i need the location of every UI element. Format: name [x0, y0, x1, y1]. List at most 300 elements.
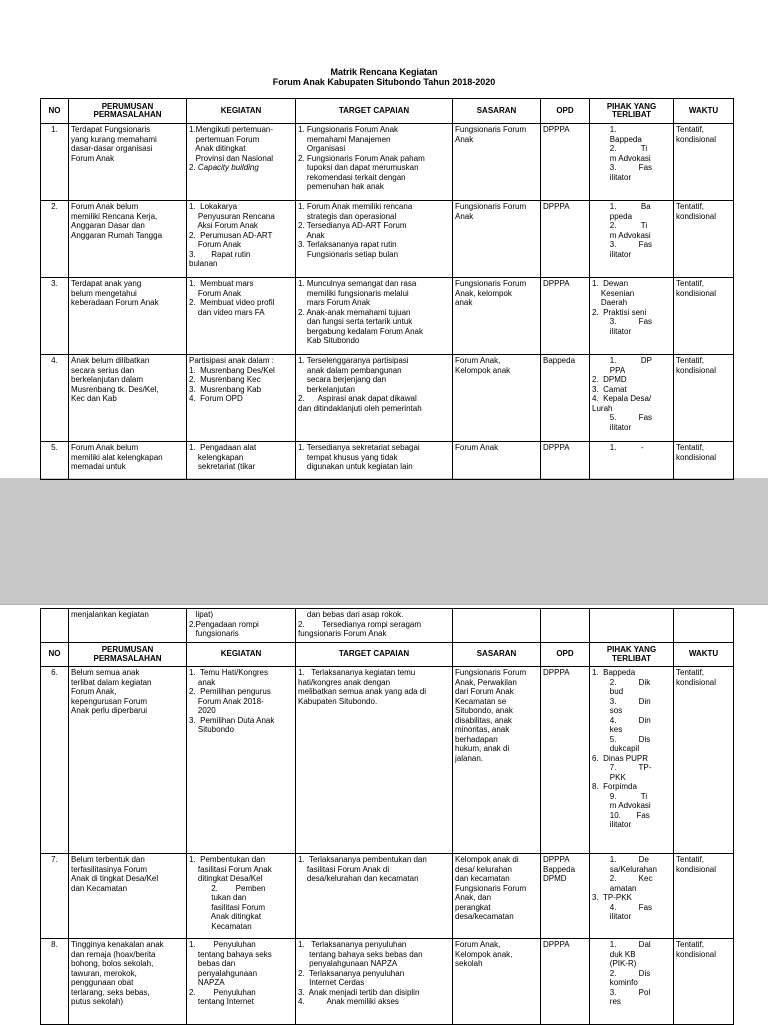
perumusan-line: bohong, bolos sekolah,	[71, 959, 154, 968]
target-line: 2. Fungsionaris Forum Anak paham	[298, 153, 425, 163]
kegiatan-line: fasilitasi Forum Anak	[189, 864, 272, 874]
cell-pihak	[590, 355, 674, 442]
sasaran-line: Kecamatan se	[455, 696, 507, 706]
target-line: 1. Terlaksananya penyuluhan	[298, 940, 407, 949]
opd-line: DPPPA	[543, 202, 570, 211]
pihak-line: 2. DPMD	[592, 375, 627, 384]
perumusan-line: Anak di tingkat Desa/Kel	[71, 874, 159, 883]
sasaran-line: perangkat	[455, 902, 491, 912]
sasaran-line: minoritas, anak	[455, 725, 510, 734]
kegiatan-line: 3. Pemilihan Duta Anak	[189, 715, 275, 725]
pihak-line: kes	[592, 725, 623, 734]
kegiatan-line: 2. Pemben	[189, 883, 266, 893]
cont-kegiatan-line: lipat)	[189, 610, 214, 619]
perumusan-line: dasar-dasar organisasi	[71, 144, 153, 153]
pihak-line: Daerah	[592, 298, 628, 307]
pihak-line: PPA	[592, 365, 626, 375]
cell-pihak	[590, 201, 674, 278]
target-line: fasilitasi Forum Anak di	[298, 864, 390, 874]
target-line: 1. Munculnya semangat dan rasa	[298, 279, 417, 288]
cont-opd	[541, 609, 590, 643]
sasaran-line: Anak, dan	[455, 893, 492, 902]
waktu-line: Tentatif,	[676, 202, 705, 211]
perumusan-line: kepengurusan Forum	[71, 696, 148, 706]
cell-sasaran	[453, 124, 541, 201]
waktu-line: Tentatif,	[676, 125, 705, 134]
cell-perumusan	[69, 278, 187, 355]
opd-line: DPPPA	[543, 279, 570, 288]
sasaran-line: Anak, Perwakilan	[455, 677, 517, 687]
kegiatan-line: 1. Membuat mars	[189, 279, 254, 288]
target-line: penyalahgunaan NAPZA	[298, 959, 398, 968]
pihak-line: 3. Fas	[592, 163, 653, 172]
kegiatan-line: 2. Capacity building	[189, 163, 259, 172]
target-line: 3. Anak menjadi tertib dan disiplin	[298, 987, 420, 997]
cell-opd	[541, 854, 590, 939]
page-1	[0, 0, 768, 478]
header-waktu: WAKTU	[674, 99, 734, 124]
perumusan-line: secara serius dan	[71, 365, 135, 375]
perumusan-line: memiliki alat kelengkapan	[71, 452, 163, 462]
cell-kegiatan	[187, 355, 296, 442]
waktu-line: kondisional	[676, 452, 717, 462]
opd-line: DPPPA	[543, 940, 570, 949]
sasaran-line: disabilitas, anak	[455, 715, 512, 725]
opd-line: DPPPA	[543, 443, 570, 452]
target-line: 1. Fungsionaris Forum Anak	[298, 125, 399, 134]
pihak-line: 3. Pol	[592, 987, 651, 997]
pihak-line: 2. Praktisi seni	[592, 307, 647, 317]
target-line: Kabupaten Situbondo.	[298, 696, 378, 706]
target-line: Organisasi	[298, 144, 346, 153]
table-row	[41, 124, 734, 201]
target-line: 1. Terselenggaranya partisipasi	[298, 356, 409, 365]
kegiatan-line: 2. Pemilihan pengurus	[189, 687, 271, 696]
kegiatan-line: Situbondo	[189, 725, 234, 734]
table-row	[41, 442, 734, 480]
sasaran-line: Forum Anak,	[455, 356, 501, 365]
target-line: 1. Forum Anak memiliki rencana	[298, 202, 413, 211]
header-opd: OPD	[541, 99, 590, 124]
pihak-line: m Advokasi	[592, 801, 651, 810]
cell-opd	[541, 278, 590, 355]
opd-line: DPPPA	[543, 855, 570, 864]
pihak-line: 1. DP	[592, 356, 653, 365]
sasaran-line: berhadapan	[455, 734, 498, 744]
cell-opd	[541, 201, 590, 278]
kegiatan-line: 1. Pembentukan dan	[189, 855, 266, 864]
perumusan-line: Forum Anak belum	[71, 202, 139, 211]
pihak-line: 1.	[592, 125, 617, 134]
cell-perumusan	[69, 201, 187, 278]
sasaran-line: dari Forum Anak	[455, 687, 514, 696]
header-target: TARGET CAPAIAN	[296, 643, 453, 667]
pihak-line: 1. Dewan	[592, 279, 629, 288]
cell-pihak	[590, 854, 674, 939]
target-line: 4. Anak memiliki akses	[298, 997, 399, 1006]
pihak-line: 2. Dis	[592, 968, 651, 978]
table-header-row-repeat	[41, 643, 734, 667]
sasaran-line: Forum Anak	[455, 443, 499, 452]
pihak-line: 9. Ti	[592, 791, 648, 801]
cell-perumusan	[69, 442, 187, 480]
target-line: dan fungsi serta tertarik untuk	[298, 317, 413, 326]
target-line: 1. Terlaksananya pembentukan dan	[298, 855, 427, 864]
perumusan-line: Forum Anak	[71, 153, 115, 163]
target-line: tempat khusus yang tidak	[298, 452, 398, 462]
pihak-line: 3. Din	[592, 696, 651, 706]
capacity-building-italic: Capacity building	[197, 163, 259, 172]
kegiatan-line: 2020	[189, 706, 216, 715]
cont-perumusan	[69, 609, 187, 643]
target-line: desa/kelurahan dan kecamatan	[298, 874, 419, 883]
target-line: pemenuhan hak anak	[298, 182, 384, 191]
pihak-line: 1. Ba	[592, 202, 651, 211]
cont-kegiatan	[187, 609, 296, 643]
kegiatan-line: 3. Musrenbang Kab	[189, 384, 262, 394]
target-line: tupoksi dan dapat merumuskan	[298, 163, 419, 172]
target-line: mars Forum Anak	[298, 298, 371, 307]
pihak-line: ilitator	[592, 422, 632, 432]
pihak-line: 1. Bappeda	[592, 668, 636, 677]
sasaran-line: Kelompok anak	[455, 365, 511, 375]
pihak-line: ppeda	[592, 211, 633, 221]
cell-sasaran	[453, 442, 541, 480]
perumusan-line: tawuran, merokok,	[71, 968, 137, 978]
perumusan-line: Terdapat anak yang	[71, 279, 142, 288]
row-number: 6.	[41, 667, 69, 854]
pihak-line: 10. Fas	[592, 810, 650, 820]
kegiatan-line: 1. Lokakarya	[189, 202, 238, 211]
pihak-line: ilitator	[592, 172, 632, 182]
cell-waktu	[674, 201, 734, 278]
pihak-line: 4. Din	[592, 715, 651, 725]
waktu-line: kondisional	[676, 288, 717, 298]
cell-waktu	[674, 442, 734, 480]
row-number: 5.	[41, 442, 69, 480]
perumusan-line: Tingginya kenakalan anak	[71, 940, 164, 949]
header-perumusan: PERUMUSAN PERMASALAHAN	[69, 99, 187, 124]
pihak-line: ilitator	[592, 249, 632, 259]
header-opd: OPD	[541, 643, 590, 667]
kegiatan-line: 3. Rapat rutin	[189, 249, 251, 259]
cell-sasaran	[453, 278, 541, 355]
kegiatan-line: 2. Membuat video profil	[189, 298, 275, 307]
pihak-line: 6. Dinas PUPR	[592, 753, 649, 763]
perumusan-line: dan Kecamatan	[71, 883, 128, 893]
kegiatan-line: bebas dan	[189, 959, 236, 968]
pihak-line: ilitator	[592, 820, 632, 829]
cell-sasaran	[453, 939, 541, 1025]
pihak-line: res	[592, 997, 621, 1006]
perumusan-line: berkelanjutan dalam	[71, 375, 144, 384]
cell-perumusan	[69, 939, 187, 1025]
cell-opd	[541, 355, 590, 442]
perumusan-line: penggunaan obat	[71, 978, 134, 987]
target-line: 2. Terlaksananya penyuluhan	[298, 968, 405, 978]
kegiatan-line: penyalahgunaan	[189, 968, 258, 978]
target-line: berkelanjutan	[298, 384, 355, 394]
cell-opd	[541, 939, 590, 1025]
waktu-line: kondisional	[676, 211, 717, 221]
target-line: memiliki fungsionaris melalui	[298, 288, 409, 298]
row-number: 2.	[41, 201, 69, 278]
perumusan-line: terlarang, seks bebas,	[71, 987, 150, 997]
perumusan-line: keberadaan Forum Anak	[71, 298, 159, 307]
cell-target	[296, 442, 453, 480]
kegiatan-line: 1. Penyuluhan	[189, 940, 256, 949]
cell-kegiatan	[187, 278, 296, 355]
cont-target-line: 2. Tersedianya rompi seragam	[298, 619, 422, 629]
cont-sasaran	[453, 609, 541, 643]
cell-sasaran	[453, 355, 541, 442]
header-target: TARGET CAPAIAN	[296, 99, 453, 124]
pihak-line: dukcapil	[592, 744, 640, 753]
pihak-line: bud	[592, 687, 624, 696]
perumusan-line: putus sekolah)	[71, 997, 124, 1006]
activity-matrix-table-page-2	[40, 608, 734, 1025]
cont-kegiatan-line: fungsionaris	[189, 629, 239, 638]
pihak-line: ilitator	[592, 326, 632, 336]
target-line: hati/kongres anak dengan	[298, 677, 391, 687]
cont-target-line: dan bebas dari asap rokok.	[298, 610, 404, 619]
cell-kegiatan	[187, 667, 296, 854]
cell-pihak	[590, 667, 674, 854]
waktu-line: kondisional	[676, 864, 717, 874]
continuation-row	[41, 609, 734, 643]
pihak-line: 3. Camat	[592, 384, 627, 394]
cont-target-line: fungsionaris Forum Anak	[298, 629, 387, 638]
row-number: 4.	[41, 355, 69, 442]
activity-matrix-table-page-1	[40, 98, 734, 480]
cell-opd	[541, 667, 590, 854]
cell-perumusan	[69, 124, 187, 201]
pihak-line: 3. TP-PKK	[592, 893, 632, 902]
opd-line: DPPPA	[543, 668, 570, 677]
waktu-line: Tentatif,	[676, 855, 705, 864]
header-no: NO	[41, 99, 69, 124]
kegiatan-line: 4. Forum OPD	[189, 394, 243, 403]
cell-target	[296, 124, 453, 201]
perumusan-line: Forum Anak belum	[71, 443, 139, 452]
row-number: 3.	[41, 278, 69, 355]
kegiatan-line: Anak ditingkat	[189, 912, 262, 921]
pihak-line: Lurah	[592, 403, 613, 413]
sasaran-line: Fungsionaris Forum	[455, 202, 527, 211]
kegiatan-line: 1. Musrenbang Des/Kel	[189, 365, 275, 375]
waktu-line: Tentatif,	[676, 356, 705, 365]
waktu-line: kondisional	[676, 949, 717, 959]
table-row	[41, 278, 734, 355]
kegiatan-line: kelengkapan	[189, 452, 244, 462]
cell-sasaran	[453, 667, 541, 854]
header-pihak: PIHAK YANG TERLIBAT	[590, 643, 674, 667]
sasaran-line: Kelompok anak,	[455, 949, 513, 959]
kegiatan-line: tentang bahaya seks	[189, 949, 272, 959]
cell-pihak	[590, 124, 674, 201]
pihak-line: duk KB	[592, 949, 636, 959]
pihak-line: Bappeda	[592, 134, 642, 144]
kegiatan-line: 1.Mengikuti pertemuan-	[189, 125, 274, 134]
sasaran-line: Fungsionaris Forum	[455, 668, 527, 677]
cell-target	[296, 355, 453, 442]
cell-target	[296, 278, 453, 355]
kegiatan-line: Provinsi dan Nasional	[189, 153, 274, 163]
waktu-line: Tentatif,	[676, 940, 705, 949]
target-line: 2. Aspirasi anak dapat dikawal	[298, 394, 417, 403]
cell-perumusan	[69, 854, 187, 939]
pihak-line: sa/Kelurahan	[592, 864, 657, 874]
sasaran-line: anak	[455, 298, 473, 307]
sasaran-line: Anak, kelompok	[455, 288, 512, 298]
kegiatan-line: Penyusuran Rencana	[189, 211, 275, 221]
kegiatan-line: bulanan	[189, 259, 218, 268]
sasaran-line: Fungsionaris Forum	[455, 883, 527, 893]
pihak-line: ilitator	[592, 912, 632, 921]
perumusan-line: Kec dan Kab	[71, 394, 117, 403]
perumusan-line: memiliki Rencana Kerja,	[71, 211, 158, 221]
cell-waktu	[674, 854, 734, 939]
target-line: secara berjenjang dan	[298, 375, 387, 384]
cell-sasaran	[453, 854, 541, 939]
opd-line: Bappeda	[543, 356, 576, 365]
perumusan-line: Anak belum dilibatkan	[71, 356, 150, 365]
pihak-line: 2. Kec	[592, 874, 653, 883]
cell-kegiatan	[187, 442, 296, 480]
target-line: 1. Terlaksananya kegiatan temu	[298, 668, 416, 677]
document-subtitle: Forum Anak Kabupaten Situbondo Tahun 2018-2020	[272, 77, 496, 87]
target-line: bergabung kedalam Forum Anak	[298, 326, 423, 336]
target-line: melibatkan semua anak yang ada di	[298, 687, 427, 696]
sasaran-line: Anak	[455, 211, 474, 221]
kegiatan-line: Forum Anak 2018-	[189, 696, 264, 706]
cell-target	[296, 854, 453, 939]
cell-kegiatan	[187, 201, 296, 278]
kegiatan-line: fasilitasi Forum	[189, 902, 266, 912]
cell-kegiatan	[187, 939, 296, 1025]
pihak-line: 4. Fas	[592, 902, 653, 912]
kegiatan-line: pertemuan Forum	[189, 134, 260, 144]
header-sasaran: SASARAN	[453, 99, 541, 124]
kegiatan-line: 1. Pengadaan alat	[189, 443, 257, 452]
waktu-line: Tentatif,	[676, 279, 705, 288]
kegiatan-line: tentang Internet	[189, 997, 254, 1006]
cell-opd	[541, 124, 590, 201]
sasaran-line: Fungsionaris Forum	[455, 125, 527, 134]
table-row	[41, 667, 734, 854]
kegiatan-line: Kecamatan	[189, 921, 252, 931]
pihak-line: 5. Fas	[592, 413, 653, 422]
pihak-line: m Advokasi	[592, 153, 651, 163]
kegiatan-line: ditingkat Desa/Kel	[189, 874, 263, 883]
cell-kegiatan	[187, 854, 296, 939]
cell-waktu	[674, 355, 734, 442]
cell-waktu	[674, 278, 734, 355]
pihak-line: 1. De	[592, 855, 649, 864]
cont-target	[296, 609, 453, 643]
target-line: Fungsionaris setiap bulan	[298, 249, 399, 259]
table-row	[41, 355, 734, 442]
pihak-line: sos	[592, 706, 623, 715]
pihak-line: 7. TP-	[592, 763, 652, 772]
table-row	[41, 939, 734, 1025]
header-pihak: PIHAK YANG TERLIBAT	[590, 99, 674, 124]
cell-pihak	[590, 442, 674, 480]
opd-line: DPPPA	[543, 125, 570, 134]
cell-sasaran	[453, 201, 541, 278]
target-line: digunakan untuk kegiatan lain	[298, 462, 413, 471]
cell-waktu	[674, 124, 734, 201]
pihak-line: 1. -	[592, 443, 644, 452]
cont-waktu	[674, 609, 734, 643]
header-no: NO	[41, 643, 69, 667]
perumusan-line: terlibat dalam kegiatan	[71, 677, 152, 687]
cell-pihak	[590, 278, 674, 355]
pihak-line: 5. Dis	[592, 734, 651, 744]
kegiatan-line: NAPZA	[189, 978, 225, 987]
perumusan-line: Forum Anak,	[71, 687, 117, 696]
cell-waktu	[674, 939, 734, 1025]
pihak-line: 8. Forpimda	[592, 782, 637, 791]
pihak-line: kominfo	[592, 978, 638, 987]
target-line: rekomendasi terkait dengan	[298, 172, 406, 182]
opd-line: DPMD	[543, 874, 567, 883]
perumusan-line: Musrenbang tk. Des/Kel,	[71, 384, 159, 394]
waktu-line: Tentatif,	[676, 443, 705, 452]
kegiatan-line: dan video mars FA	[189, 307, 265, 317]
header-sasaran: SASARAN	[453, 643, 541, 667]
opd-line: Bappeda	[543, 864, 576, 874]
perumusan-line: Anggaran Rumah Tangga	[71, 230, 163, 240]
pihak-line: 2. Ti	[592, 221, 648, 230]
kegiatan-line: Anak ditingkat	[189, 144, 246, 153]
sasaran-line: Situbondo, anak	[455, 706, 513, 715]
perumusan-line: Anak perlu diperbarui	[71, 706, 148, 715]
pihak-line: 3. Fas	[592, 240, 653, 249]
cont-pihak	[590, 609, 674, 643]
sasaran-line: Anak	[455, 134, 474, 144]
cell-target	[296, 939, 453, 1025]
cell-kegiatan	[187, 124, 296, 201]
row-number: 1.	[41, 124, 69, 201]
perumusan-line: belum mengetahui	[71, 288, 137, 298]
pihak-line: Kesenian	[592, 288, 635, 298]
pihak-line: PKK	[592, 772, 626, 782]
cell-target	[296, 667, 453, 854]
kegiatan-line: Partisipasi anak dalam :	[189, 356, 274, 365]
page-gap	[0, 478, 768, 612]
header-kegiatan: KEGIATAN	[187, 643, 296, 667]
kegiatan-line: 2. Perumusan AD-ART	[189, 230, 273, 240]
sasaran-line: desa/ kelurahan	[455, 864, 512, 874]
target-line: dan ditindaklanjuti oleh pemerintah	[298, 403, 422, 413]
kegiatan-line: anak	[189, 677, 216, 687]
perumusan-line: Belum semua anak	[71, 668, 140, 677]
target-line: 1. Tersedianya sekretariat sebagai	[298, 443, 420, 452]
table-row	[41, 854, 734, 939]
target-line: strategis dan operasional	[298, 211, 397, 221]
waktu-line: kondisional	[676, 677, 717, 687]
kegiatan-line: 2. Penyuluhan	[189, 987, 256, 997]
target-line: 2. Anak-anak memahami tujuan	[298, 307, 411, 317]
table-row	[41, 201, 734, 278]
pihak-line: amatan	[592, 883, 637, 893]
row-number: 8.	[41, 939, 69, 1025]
kegiatan-line: Aksi Forum Anak	[189, 221, 258, 230]
sasaran-line: sekolah	[455, 959, 483, 968]
sasaran-line: dan kecamatan	[455, 874, 510, 883]
sasaran-line: hukum, anak di	[455, 744, 510, 753]
